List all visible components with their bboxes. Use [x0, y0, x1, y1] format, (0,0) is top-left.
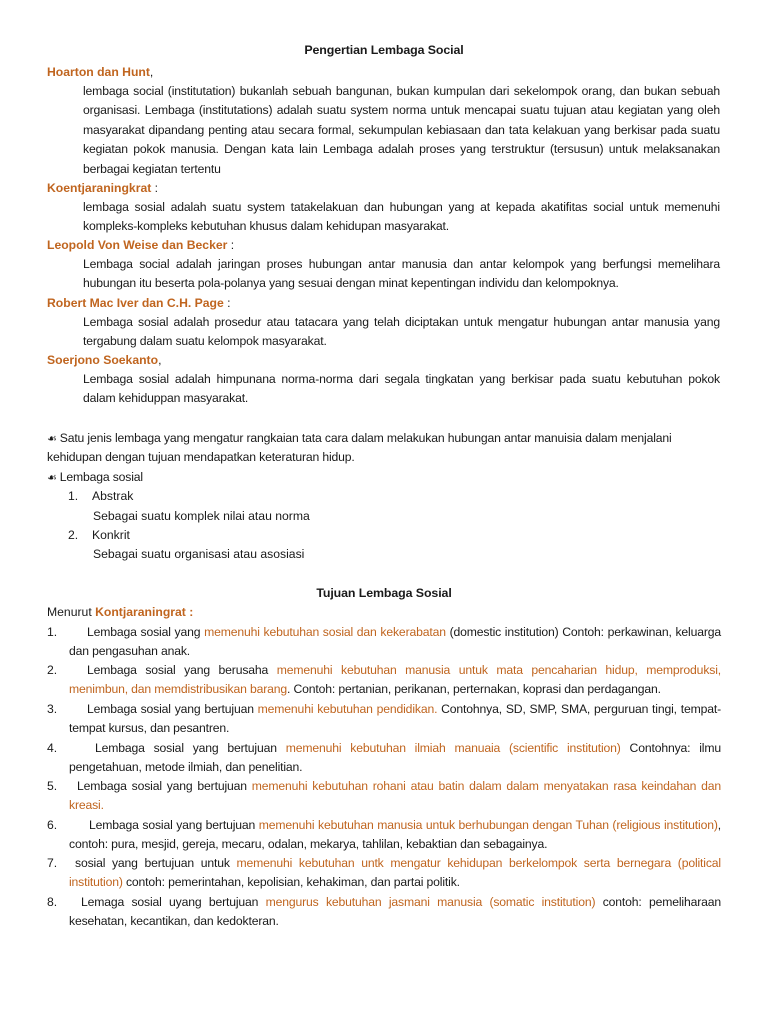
author-suffix: : — [223, 296, 231, 310]
goals-intro — [47, 603, 727, 622]
type-name: Abstrak — [92, 489, 134, 503]
goal-text: , contoh: pura, mesjid, gereja, mecaru, odalan, mekarya, tahlilan, kebaktian dan sebagainya. — [69, 818, 721, 852]
goal-highlight: memenuhi kebutuhan rohani atau batin dalam dalam menyatakan rasa keindahan dan kreasi. — [69, 779, 722, 813]
author-name: Leopold Von Weise dan Becker — [47, 238, 228, 252]
goal-text: Lembaga sosial yang bertujuan — [77, 779, 252, 793]
goal-highlight: memenuhi kebutuhan manusia untuk berhubungan dengan Tuhan (religious institution) — [258, 818, 718, 832]
goal-number: 5. — [47, 779, 58, 793]
goal-text: sosial yang bertujuan untuk — [75, 856, 237, 870]
definition-author — [47, 179, 727, 198]
goal-text: Lembaga sosial yang bertujuan — [89, 818, 259, 832]
goal-text: Lembaga sosial yang bertujuan — [95, 741, 286, 755]
goal-number: 7. — [47, 856, 58, 870]
goal-item — [47, 816, 721, 855]
intro-prefix: Menurut — [47, 605, 96, 619]
goal-text: . Contoh: pertanian, perikanan, perternakan, koprasi dan perdagangan. — [287, 682, 661, 697]
goal-text: contoh: pemerintahan, kepolisian, kehakiman, dan partai politik. — [122, 875, 460, 890]
goal-number: 4. — [47, 741, 58, 755]
type-description: Sebagai suatu organisasi atau asosiasi — [93, 547, 305, 561]
bullet-paragraph — [47, 468, 722, 487]
bullet-text: Lembaga sosial — [59, 470, 143, 484]
author-name: Soerjono Soekanto — [47, 353, 159, 367]
goal-highlight: mengurus kebutuhan jasmani manusia (somatic institution) — [265, 895, 596, 909]
intro-suffix: : — [185, 605, 194, 619]
goal-item — [47, 854, 721, 893]
goal-number: 2. — [47, 663, 58, 677]
goal-text: Lembaga sosial yang bertujuan — [87, 702, 258, 716]
goal-number: 8. — [47, 895, 58, 909]
goal-text: contoh: pemeliharaan kesehatan, kecantikan, dan kedokteran. — [69, 895, 721, 929]
goal-item — [47, 661, 721, 700]
definition-text: Lembaga sosial adalah prosedur atau tatacara yang telah diciptakan untuk mengatur hubungan antar manusia yang tergabung dalam suatu kelompok masyarakat. — [83, 315, 720, 349]
definition-author — [47, 351, 727, 370]
goal-item — [47, 893, 721, 932]
author-suffix: : — [227, 238, 235, 252]
type-item — [68, 487, 708, 506]
goal-highlight: memenuhi kebutuhan sosial dan kekerabatan — [204, 625, 446, 639]
definition-author — [47, 63, 727, 82]
goal-item — [47, 700, 721, 739]
definition-text: lembaga social (institutation) bukanlah sebuah bangunan, bukan kumpulan dari sekelompok orang, dan bukan sebuah organisasi. Lembaga (institutations) adalah suatu system norma untuk mencapai suatu tujuan atau kegiatan yang oleh masyarakat dipandang penting atau secara formal, sekumpulan kebiasaan dan tata kelakuan yang berkisar pada suatu kegiatan pokok manusia. Dengan kata lain Lembaga adalah proses yang terstruktur (tersusun) untuk melaksanakan berbagai kegiatan tertentu — [83, 84, 720, 176]
goal-item — [47, 777, 721, 816]
type-number: 1. — [68, 489, 79, 503]
goal-highlight: memenuhi kebutuhan untk mengatur kehidupan berkelompok serta bernegara (political institution) — [69, 856, 721, 890]
type-number: 2. — [68, 528, 79, 542]
section-title: Tujuan Lembaga Sosial — [316, 586, 452, 600]
definition-author — [47, 294, 727, 313]
author-name: Robert Mac Iver dan C.H. Page — [47, 296, 224, 310]
type-name: Konkrit — [92, 528, 130, 542]
intro-name: Kontjaraningrat — [95, 605, 186, 619]
type-description: Sebagai suatu komplek nilai atau norma — [93, 509, 310, 523]
goal-text: Contohnya, SD, SMP, SMA, perguruan tingi, tempat-tempat kursus, dan pesantren. — [69, 702, 721, 736]
definition-author — [47, 236, 727, 255]
author-suffix: : — [151, 181, 159, 195]
bullet-text: Satu jenis lembaga yang mengatur rangkaian tata cara dalam melakukan hubungan antar manuisia dalam menjalani kehidupan dengan tujuan mendapatkan keteraturan hidup. — [47, 431, 672, 465]
goal-highlight: memenuhi kebutuhan manusia untuk mata pencaharian hidup, memproduksi, menimbun, dan memdistribusikan barang — [69, 663, 721, 697]
goal-text: (domestic institution) Contoh: perkawinan, keluarga dan pengasuhan anak. — [69, 625, 722, 659]
page-title: Pengertian Lembaga Social — [304, 43, 464, 57]
goal-text: Contohnya: ilmu pengetahuan, metode ilmiah, dan penelitian. — [69, 741, 721, 775]
bullet-paragraph — [47, 429, 722, 468]
fleuron-bullet-icon: ☙ — [47, 471, 57, 484]
definition-text: Lembaga social adalah jaringan proses hubungan antar manusia dan antar kelompok yang berfungsi memelihara hubungan itu beserta pola-polanya yang sesuai dengan minat kepentingan individu dan kelompoknya. — [83, 257, 720, 291]
fleuron-bullet-icon: ☙ — [47, 432, 57, 445]
goal-item — [47, 623, 721, 662]
goal-text: Lembaga sosial yang — [87, 625, 205, 639]
definition-text: Lembaga sosial adalah himpunana norma-norma dari segala tingkatan yang berkisar pada suatu kebutuhan pokok dalam kehiduppan masyarakat. — [83, 372, 720, 406]
goal-number: 6. — [47, 818, 58, 832]
author-name: Hoarton dan Hunt — [47, 65, 150, 79]
goal-text: Lemaga sosial uyang bertujuan — [81, 895, 266, 909]
author-suffix: , — [149, 65, 154, 79]
goal-highlight: memenuhi kebutuhan ilmiah manuaia (scientific institution) — [285, 741, 621, 755]
goal-text: Lembaga sosial yang berusaha — [87, 663, 277, 677]
goal-number: 1. — [47, 625, 58, 639]
type-item — [68, 526, 708, 545]
author-suffix: , — [158, 353, 162, 367]
goal-highlight: memenuhi kebutuhan pendidikan. — [257, 702, 438, 716]
goal-number: 3. — [47, 702, 58, 716]
definition-text: lembaga sosial adalah suatu system tatakelakuan dan hubungan yang at kepada akatifitas social untuk memenuhi kompleks-kompleks kebutuhan khusus dalam kehidupan masyarakat. — [83, 200, 720, 234]
goal-item — [47, 739, 721, 778]
author-name: Koentjaraningkrat — [47, 181, 152, 195]
